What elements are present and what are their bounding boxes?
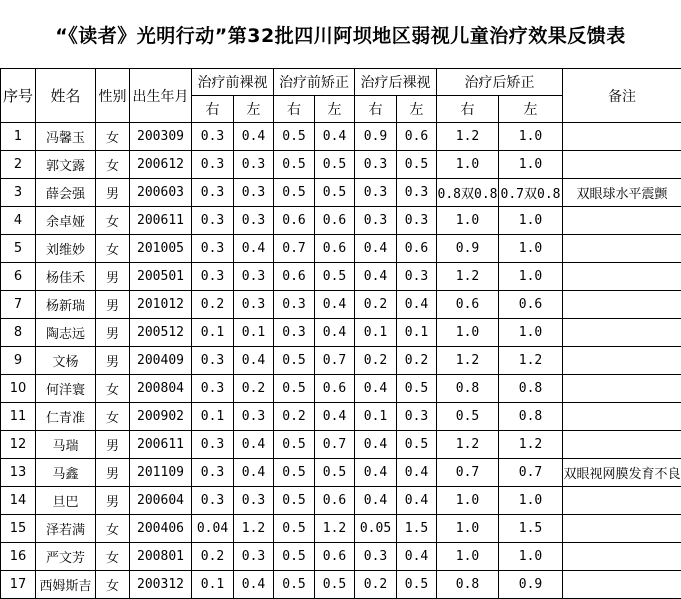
cell-post-corrected-right[interactable]: 0.8双0.8	[437, 179, 499, 207]
header-birth[interactable]: 出生年月	[130, 69, 192, 123]
cell-pre-naked-right[interactable]: 0.3	[192, 431, 234, 459]
cell-post-corrected-right[interactable]: 1.2	[437, 431, 499, 459]
cell-seq[interactable]: 8	[1, 319, 36, 347]
table-row	[1, 319, 681, 347]
cell-post-naked-left[interactable]: 0.6	[397, 235, 437, 263]
cell-name[interactable]: 杨新瑞	[36, 291, 96, 319]
cell-post-naked-left[interactable]: 0.5	[397, 571, 437, 599]
cell-post-corrected-right[interactable]: 0.8	[437, 375, 499, 403]
cell-pre-naked-right[interactable]: 0.1	[192, 571, 234, 599]
table-row	[1, 571, 681, 599]
cell-pre-corrected-left[interactable]: 0.4	[315, 403, 355, 431]
cell-name[interactable]: 杨佳禾	[36, 263, 96, 291]
cell-pre-naked-right[interactable]: 0.3	[192, 179, 234, 207]
cell-note[interactable]	[563, 543, 681, 571]
cell-seq[interactable]: 1	[1, 123, 36, 151]
cell-pre-naked-right[interactable]: 0.1	[192, 319, 234, 347]
cell-pre-corrected-left[interactable]: 0.6	[315, 235, 355, 263]
cell-seq[interactable]: 11	[1, 403, 36, 431]
cell-birth[interactable]: 201005	[130, 235, 192, 263]
cell-pre-corrected-left[interactable]: 0.4	[315, 123, 355, 151]
cell-pre-corrected-right[interactable]: 0.5	[274, 543, 315, 571]
cell-post-corrected-left[interactable]: 1.0	[499, 151, 563, 179]
cell-post-naked-left[interactable]: 0.4	[397, 291, 437, 319]
cell-pre-corrected-left[interactable]: 0.6	[315, 375, 355, 403]
cell-pre-naked-left[interactable]: 0.4	[234, 123, 274, 151]
cell-post-naked-left[interactable]: 0.3	[397, 179, 437, 207]
cell-post-corrected-right[interactable]: 1.2	[437, 263, 499, 291]
cell-name[interactable]: 陶志远	[36, 319, 96, 347]
cell-birth[interactable]: 200604	[130, 487, 192, 515]
table-row	[1, 403, 681, 431]
cell-pre-corrected-right[interactable]: 0.5	[274, 431, 315, 459]
cell-note[interactable]	[563, 487, 681, 515]
cell-pre-corrected-left[interactable]: 0.6	[315, 487, 355, 515]
table-row	[1, 543, 681, 571]
cell-pre-naked-right[interactable]: 0.3	[192, 263, 234, 291]
cell-pre-corrected-left[interactable]: 0.5	[315, 459, 355, 487]
cell-post-corrected-right[interactable]: 0.5	[437, 403, 499, 431]
table-row	[1, 123, 681, 151]
header-seq[interactable]: 序号	[1, 69, 36, 123]
header-post-corrected[interactable]: 治疗后矫正	[437, 69, 563, 96]
cell-pre-corrected-left[interactable]: 0.7	[315, 347, 355, 375]
cell-gender[interactable]: 女	[96, 375, 130, 403]
cell-note[interactable]: 双眼球水平震颤	[563, 179, 681, 207]
cell-post-corrected-left[interactable]: 0.7	[499, 459, 563, 487]
cell-post-corrected-right[interactable]: 0.9	[437, 235, 499, 263]
cell-post-corrected-right[interactable]: 0.6	[437, 291, 499, 319]
cell-gender[interactable]: 女	[96, 515, 130, 543]
cell-post-corrected-left[interactable]: 0.9	[499, 571, 563, 599]
cell-post-naked-left[interactable]: 0.3	[397, 403, 437, 431]
cell-note[interactable]	[563, 375, 681, 403]
cell-note[interactable]	[563, 515, 681, 543]
cell-seq[interactable]: 2	[1, 151, 36, 179]
cell-birth[interactable]: 200312	[130, 571, 192, 599]
cell-pre-naked-left[interactable]: 0.3	[234, 487, 274, 515]
cell-seq[interactable]: 10	[1, 375, 36, 403]
cell-pre-corrected-left[interactable]: 0.7	[315, 431, 355, 459]
cell-name[interactable]: 余卓娅	[36, 207, 96, 235]
cell-post-corrected-left[interactable]: 1.2	[499, 431, 563, 459]
cell-note[interactable]	[563, 571, 681, 599]
cell-pre-naked-left[interactable]: 0.4	[234, 571, 274, 599]
cell-seq[interactable]: 15	[1, 515, 36, 543]
cell-gender[interactable]: 男	[96, 431, 130, 459]
table-row	[1, 375, 681, 403]
table-row	[1, 515, 681, 543]
cell-post-corrected-right[interactable]: 0.7	[437, 459, 499, 487]
cell-note[interactable]	[563, 431, 681, 459]
cell-birth[interactable]: 201109	[130, 459, 192, 487]
cell-post-naked-left[interactable]: 0.4	[397, 487, 437, 515]
cell-name[interactable]: 严文芳	[36, 543, 96, 571]
cell-pre-corrected-left[interactable]: 1.2	[315, 515, 355, 543]
cell-note[interactable]	[563, 403, 681, 431]
cell-birth[interactable]: 200409	[130, 347, 192, 375]
table-row	[1, 291, 681, 319]
cell-post-corrected-left[interactable]: 1.0	[499, 207, 563, 235]
cell-name[interactable]: 刘维妙	[36, 235, 96, 263]
cell-post-corrected-left[interactable]: 1.2	[499, 347, 563, 375]
cell-birth[interactable]: 200804	[130, 375, 192, 403]
header-row-1	[1, 69, 681, 96]
cell-name[interactable]: 马鑫	[36, 459, 96, 487]
cell-post-corrected-left[interactable]: 0.8	[499, 375, 563, 403]
cell-post-corrected-left[interactable]: 1.0	[499, 487, 563, 515]
cell-post-naked-right[interactable]: 0.2	[355, 571, 397, 599]
header-gender[interactable]: 性别	[96, 69, 130, 123]
cell-gender[interactable]: 女	[96, 543, 130, 571]
cell-post-naked-left[interactable]: 0.3	[397, 207, 437, 235]
cell-post-naked-right[interactable]: 0.4	[355, 235, 397, 263]
cell-post-corrected-left[interactable]: 1.0	[499, 319, 563, 347]
cell-post-naked-right[interactable]: 0.9	[355, 123, 397, 151]
cell-pre-naked-left[interactable]: 0.3	[234, 291, 274, 319]
cell-post-naked-left[interactable]: 0.5	[397, 431, 437, 459]
cell-pre-corrected-left[interactable]: 0.6	[315, 543, 355, 571]
cell-post-naked-right[interactable]: 0.4	[355, 459, 397, 487]
header-post-naked-right[interactable]: 右	[355, 96, 397, 123]
header-name[interactable]: 姓名	[36, 69, 96, 123]
header-post-corrected-left[interactable]: 左	[499, 96, 563, 123]
cell-birth[interactable]: 200406	[130, 515, 192, 543]
cell-post-naked-right[interactable]: 0.3	[355, 179, 397, 207]
cell-post-corrected-right[interactable]: 1.0	[437, 515, 499, 543]
cell-post-naked-left[interactable]: 0.1	[397, 319, 437, 347]
cell-note[interactable]	[563, 207, 681, 235]
cell-note[interactable]	[563, 235, 681, 263]
cell-gender[interactable]: 女	[96, 123, 130, 151]
cell-birth[interactable]: 201012	[130, 291, 192, 319]
cell-post-corrected-left[interactable]: 0.6	[499, 291, 563, 319]
cell-post-naked-right[interactable]: 0.4	[355, 263, 397, 291]
cell-pre-corrected-left[interactable]: 0.5	[315, 571, 355, 599]
cell-note[interactable]	[563, 123, 681, 151]
cell-pre-naked-right[interactable]: 0.2	[192, 291, 234, 319]
cell-name[interactable]: 郭文露	[36, 151, 96, 179]
table-row	[1, 235, 681, 263]
cell-pre-corrected-left[interactable]: 0.5	[315, 151, 355, 179]
cell-post-naked-left[interactable]: 0.5	[397, 151, 437, 179]
cell-pre-corrected-right[interactable]: 0.5	[274, 375, 315, 403]
cell-birth[interactable]: 200902	[130, 403, 192, 431]
header-pre-corrected-left[interactable]: 左	[315, 96, 355, 123]
header-post-naked[interactable]: 治疗后裸视	[355, 69, 437, 96]
cell-post-corrected-right[interactable]: 1.0	[437, 319, 499, 347]
cell-post-naked-right[interactable]: 0.4	[355, 487, 397, 515]
cell-pre-naked-right[interactable]: 0.3	[192, 151, 234, 179]
header-pre-naked[interactable]: 治疗前裸视	[192, 69, 274, 96]
cell-post-naked-left[interactable]: 0.4	[397, 543, 437, 571]
cell-pre-corrected-right[interactable]: 0.5	[274, 515, 315, 543]
cell-pre-naked-left[interactable]: 1.2	[234, 515, 274, 543]
cell-post-corrected-right[interactable]: 1.2	[437, 347, 499, 375]
header-post-naked-left[interactable]: 左	[397, 96, 437, 123]
cell-pre-corrected-left[interactable]: 0.6	[315, 207, 355, 235]
cell-pre-naked-right[interactable]: 0.3	[192, 487, 234, 515]
table-row	[1, 263, 681, 291]
cell-post-corrected-left[interactable]: 1.0	[499, 263, 563, 291]
cell-birth[interactable]: 200611	[130, 431, 192, 459]
cell-pre-naked-left[interactable]: 0.2	[234, 375, 274, 403]
cell-name[interactable]: 马瑞	[36, 431, 96, 459]
cell-seq[interactable]: 13	[1, 459, 36, 487]
cell-pre-naked-left[interactable]: 0.3	[234, 151, 274, 179]
cell-birth[interactable]: 200611	[130, 207, 192, 235]
table-row	[1, 179, 681, 207]
cell-pre-corrected-left[interactable]: 0.4	[315, 319, 355, 347]
cell-pre-corrected-right[interactable]: 0.5	[274, 347, 315, 375]
cell-pre-naked-left[interactable]: 0.3	[234, 543, 274, 571]
cell-name[interactable]: 仁青准	[36, 403, 96, 431]
cell-gender[interactable]: 男	[96, 487, 130, 515]
table-row	[1, 487, 681, 515]
cell-post-naked-right[interactable]: 0.2	[355, 291, 397, 319]
cell-post-corrected-right[interactable]: 1.0	[437, 151, 499, 179]
cell-pre-corrected-right[interactable]: 0.6	[274, 207, 315, 235]
header-post-corrected-right[interactable]: 右	[437, 96, 499, 123]
cell-seq[interactable]: 3	[1, 179, 36, 207]
cell-gender[interactable]: 男	[96, 347, 130, 375]
cell-pre-corrected-right[interactable]: 0.5	[274, 487, 315, 515]
cell-name[interactable]: 旦巴	[36, 487, 96, 515]
cell-name[interactable]: 西姆斯吉	[36, 571, 96, 599]
cell-pre-corrected-left[interactable]: 0.4	[315, 291, 355, 319]
cell-post-naked-right[interactable]: 0.1	[355, 319, 397, 347]
cell-post-naked-right[interactable]: 0.3	[355, 207, 397, 235]
feedback-table	[0, 68, 681, 599]
cell-post-corrected-left[interactable]: 0.7双0.8	[499, 179, 563, 207]
cell-post-corrected-left[interactable]: 1.0	[499, 235, 563, 263]
cell-gender[interactable]: 男	[96, 459, 130, 487]
cell-pre-naked-right[interactable]: 0.04	[192, 515, 234, 543]
cell-note[interactable]	[563, 347, 681, 375]
table-row	[1, 459, 681, 487]
table-row	[1, 207, 681, 235]
cell-note[interactable]	[563, 151, 681, 179]
cell-post-corrected-left[interactable]: 1.0	[499, 123, 563, 151]
cell-pre-naked-right[interactable]: 0.1	[192, 403, 234, 431]
cell-pre-naked-right[interactable]: 0.3	[192, 459, 234, 487]
cell-note[interactable]	[563, 263, 681, 291]
cell-name[interactable]: 何洋寰	[36, 375, 96, 403]
cell-pre-naked-left[interactable]: 0.1	[234, 319, 274, 347]
cell-post-naked-left[interactable]: 0.6	[397, 123, 437, 151]
cell-pre-naked-left[interactable]: 0.4	[234, 459, 274, 487]
cell-pre-naked-right[interactable]: 0.3	[192, 123, 234, 151]
cell-post-naked-left[interactable]: 0.4	[397, 459, 437, 487]
cell-pre-corrected-right[interactable]: 0.5	[274, 179, 315, 207]
cell-pre-naked-right[interactable]: 0.3	[192, 235, 234, 263]
cell-post-naked-right[interactable]: 0.3	[355, 151, 397, 179]
cell-pre-naked-left[interactable]: 0.4	[234, 347, 274, 375]
cell-note[interactable]: 双眼视网膜发育不良	[563, 459, 681, 487]
cell-seq[interactable]: 16	[1, 543, 36, 571]
cell-pre-corrected-right[interactable]: 0.5	[274, 123, 315, 151]
cell-pre-corrected-left[interactable]: 0.5	[315, 179, 355, 207]
cell-pre-naked-left[interactable]: 0.3	[234, 403, 274, 431]
cell-seq[interactable]: 5	[1, 235, 36, 263]
table-row	[1, 347, 681, 375]
cell-post-corrected-right[interactable]: 1.0	[437, 487, 499, 515]
table-row	[1, 151, 681, 179]
cell-birth[interactable]: 200612	[130, 151, 192, 179]
cell-gender[interactable]: 女	[96, 571, 130, 599]
cell-gender[interactable]: 男	[96, 179, 130, 207]
cell-post-naked-right[interactable]: 0.05	[355, 515, 397, 543]
header-pre-corrected-right[interactable]: 右	[274, 96, 315, 123]
header-note[interactable]: 备注	[563, 69, 681, 123]
cell-post-corrected-right[interactable]: 0.8	[437, 571, 499, 599]
cell-birth[interactable]: 200309	[130, 123, 192, 151]
cell-name[interactable]: 泽若满	[36, 515, 96, 543]
cell-pre-naked-left[interactable]: 0.3	[234, 263, 274, 291]
sheet-title: “《读者》光明行动”第32批四川阿坝地区弱视儿童治疗效果反馈表	[0, 0, 681, 68]
cell-pre-corrected-right[interactable]: 0.6	[274, 263, 315, 291]
cell-seq[interactable]: 9	[1, 347, 36, 375]
cell-pre-naked-right[interactable]: 0.3	[192, 207, 234, 235]
cell-gender[interactable]: 女	[96, 235, 130, 263]
cell-birth[interactable]: 200801	[130, 543, 192, 571]
cell-note[interactable]	[563, 291, 681, 319]
cell-pre-naked-right[interactable]: 0.3	[192, 347, 234, 375]
cell-post-naked-left[interactable]: 0.2	[397, 347, 437, 375]
cell-post-corrected-right[interactable]: 1.0	[437, 543, 499, 571]
cell-gender[interactable]: 女	[96, 151, 130, 179]
cell-post-naked-right[interactable]: 0.2	[355, 347, 397, 375]
cell-seq[interactable]: 4	[1, 207, 36, 235]
cell-gender[interactable]: 女	[96, 403, 130, 431]
cell-name[interactable]: 薛会强	[36, 179, 96, 207]
cell-pre-corrected-right[interactable]: 0.7	[274, 235, 315, 263]
cell-birth[interactable]: 200512	[130, 319, 192, 347]
cell-name[interactable]: 冯馨玉	[36, 123, 96, 151]
cell-post-naked-left[interactable]: 1.5	[397, 515, 437, 543]
cell-post-corrected-left[interactable]: 1.5	[499, 515, 563, 543]
cell-note[interactable]	[563, 319, 681, 347]
cell-pre-corrected-right[interactable]: 0.3	[274, 319, 315, 347]
cell-post-naked-right[interactable]: 0.4	[355, 375, 397, 403]
cell-post-corrected-left[interactable]: 1.0	[499, 543, 563, 571]
cell-pre-naked-left[interactable]: 0.3	[234, 207, 274, 235]
cell-seq[interactable]: 12	[1, 431, 36, 459]
cell-post-corrected-right[interactable]: 1.0	[437, 207, 499, 235]
cell-gender[interactable]: 男	[96, 319, 130, 347]
cell-pre-corrected-left[interactable]: 0.5	[315, 263, 355, 291]
header-pre-corrected[interactable]: 治疗前矫正	[274, 69, 355, 96]
cell-pre-naked-left[interactable]: 0.4	[234, 431, 274, 459]
cell-post-naked-right[interactable]: 0.1	[355, 403, 397, 431]
cell-post-naked-left[interactable]: 0.5	[397, 375, 437, 403]
cell-gender[interactable]: 女	[96, 207, 130, 235]
cell-pre-corrected-right[interactable]: 0.3	[274, 291, 315, 319]
table-row	[1, 431, 681, 459]
cell-pre-naked-left[interactable]: 0.4	[234, 235, 274, 263]
cell-post-naked-left[interactable]: 0.3	[397, 263, 437, 291]
header-pre-naked-right[interactable]: 右	[192, 96, 234, 123]
cell-birth[interactable]: 200501	[130, 263, 192, 291]
cell-gender[interactable]: 男	[96, 291, 130, 319]
cell-pre-naked-left[interactable]: 0.3	[234, 179, 274, 207]
cell-gender[interactable]: 男	[96, 263, 130, 291]
cell-pre-corrected-right[interactable]: 0.2	[274, 403, 315, 431]
cell-pre-naked-right[interactable]: 0.2	[192, 543, 234, 571]
cell-name[interactable]: 文杨	[36, 347, 96, 375]
cell-pre-corrected-right[interactable]: 0.5	[274, 459, 315, 487]
cell-post-naked-right[interactable]: 0.4	[355, 431, 397, 459]
cell-pre-corrected-right[interactable]: 0.5	[274, 571, 315, 599]
cell-post-corrected-left[interactable]: 0.8	[499, 403, 563, 431]
header-pre-naked-left[interactable]: 左	[234, 96, 274, 123]
cell-pre-naked-right[interactable]: 0.3	[192, 375, 234, 403]
cell-pre-corrected-right[interactable]: 0.5	[274, 151, 315, 179]
cell-seq[interactable]: 6	[1, 263, 36, 291]
cell-post-naked-right[interactable]: 0.3	[355, 543, 397, 571]
cell-seq[interactable]: 17	[1, 571, 36, 599]
cell-birth[interactable]: 200603	[130, 179, 192, 207]
cell-seq[interactable]: 7	[1, 291, 36, 319]
cell-post-corrected-right[interactable]: 1.2	[437, 123, 499, 151]
cell-seq[interactable]: 14	[1, 487, 36, 515]
